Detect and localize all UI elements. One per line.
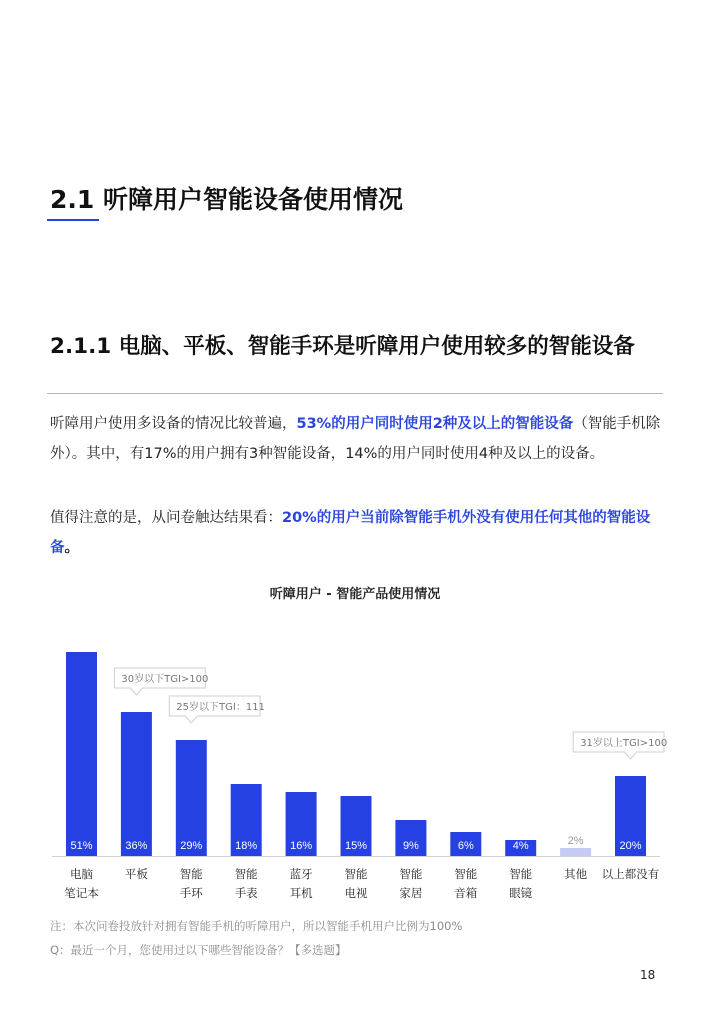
survey-question-note: Q：最近一个月，您使用过以下哪些智能设备？【多选题】 xyxy=(50,943,347,957)
bar-value-label: 4% xyxy=(512,840,529,852)
footnote: 注：本次问卷投放针对拥有智能手机的听障用户，所以智能手机用户比例为100% xyxy=(50,919,463,933)
paragraph-1-text: 听障用户使用多设备的情况比较普遍， xyxy=(50,416,297,432)
callout-text: 31岁以上TGI>100 xyxy=(580,738,668,749)
callout-text: 30岁以下TGI>100 xyxy=(121,674,209,685)
tgi-callout xyxy=(573,732,667,759)
x-tick-label: 音箱 xyxy=(454,886,478,900)
bar-value-label: 18% xyxy=(235,840,258,852)
callout-text: 25岁以下TGI：111 xyxy=(176,702,265,713)
x-tick-label: 其他 xyxy=(564,867,588,881)
x-tick-label: 笔记本 xyxy=(64,886,99,900)
bar xyxy=(121,712,152,856)
x-tick-label: 以上都没有 xyxy=(601,867,660,881)
bar-value-label: 9% xyxy=(402,840,419,852)
x-tick-label: 智能 xyxy=(234,867,258,881)
x-tick-label: 平板 xyxy=(124,867,148,881)
bar-value-label: 16% xyxy=(290,840,313,852)
x-tick-label: 智能 xyxy=(454,867,478,881)
x-tick-label: 智能 xyxy=(509,867,533,881)
tgi-callout xyxy=(114,668,208,695)
x-tick-label: 智能 xyxy=(179,867,203,881)
x-tick-label: 电脑 xyxy=(70,867,93,881)
bar-value-label: 15% xyxy=(344,840,368,852)
bar-value-label: 6% xyxy=(457,840,474,852)
bar xyxy=(66,652,97,856)
x-tick-label: 智能 xyxy=(399,867,423,881)
x-tick-label: 耳机 xyxy=(289,886,313,900)
bar-value-label: 20% xyxy=(619,840,642,852)
bar-value-label: 2% xyxy=(567,835,584,847)
x-tick-label: 蓝牙 xyxy=(289,867,313,881)
paragraph-1-highlight: 53%的用户同时使用2种及以上的智能设备 xyxy=(296,416,574,432)
bar-value-label: 29% xyxy=(180,840,203,852)
x-tick-label: 手表 xyxy=(234,886,258,900)
x-tick-label: 手环 xyxy=(179,886,203,900)
bar xyxy=(176,740,207,856)
chart-title: 听障用户 - 智能产品使用情况 xyxy=(269,587,441,602)
paragraph-2-text-end: 。 xyxy=(64,540,79,556)
tgi-callout xyxy=(169,696,265,723)
subsection-title: 2.1.1 电脑、平板、智能手环是听障用户使用较多的智能设备 xyxy=(50,334,635,359)
x-tick-label: 智能 xyxy=(344,867,368,881)
section-title: 2.1 听障用户智能设备使用情况 xyxy=(50,185,403,214)
page-number: 18 xyxy=(640,968,656,982)
bar xyxy=(560,848,591,856)
x-tick-label: 家居 xyxy=(399,886,423,900)
bar-value-label: 36% xyxy=(125,840,148,852)
x-tick-label: 电视 xyxy=(344,886,368,900)
paragraph-2-highlight: 20%的用户当前除智能手机外没有使用任何其他的智能设备 xyxy=(50,510,651,556)
bar-value-label: 51% xyxy=(70,840,93,852)
paragraph-1-text-end: （智能手机除外）。其中，有17%的用户拥有3种智能设备，14%的用户同时使用4种及以上的设备。 xyxy=(50,416,661,462)
paragraph-2-text: 值得注意的是，从问卷触达结果看： xyxy=(50,510,282,526)
x-tick-label: 眼镜 xyxy=(509,886,533,900)
